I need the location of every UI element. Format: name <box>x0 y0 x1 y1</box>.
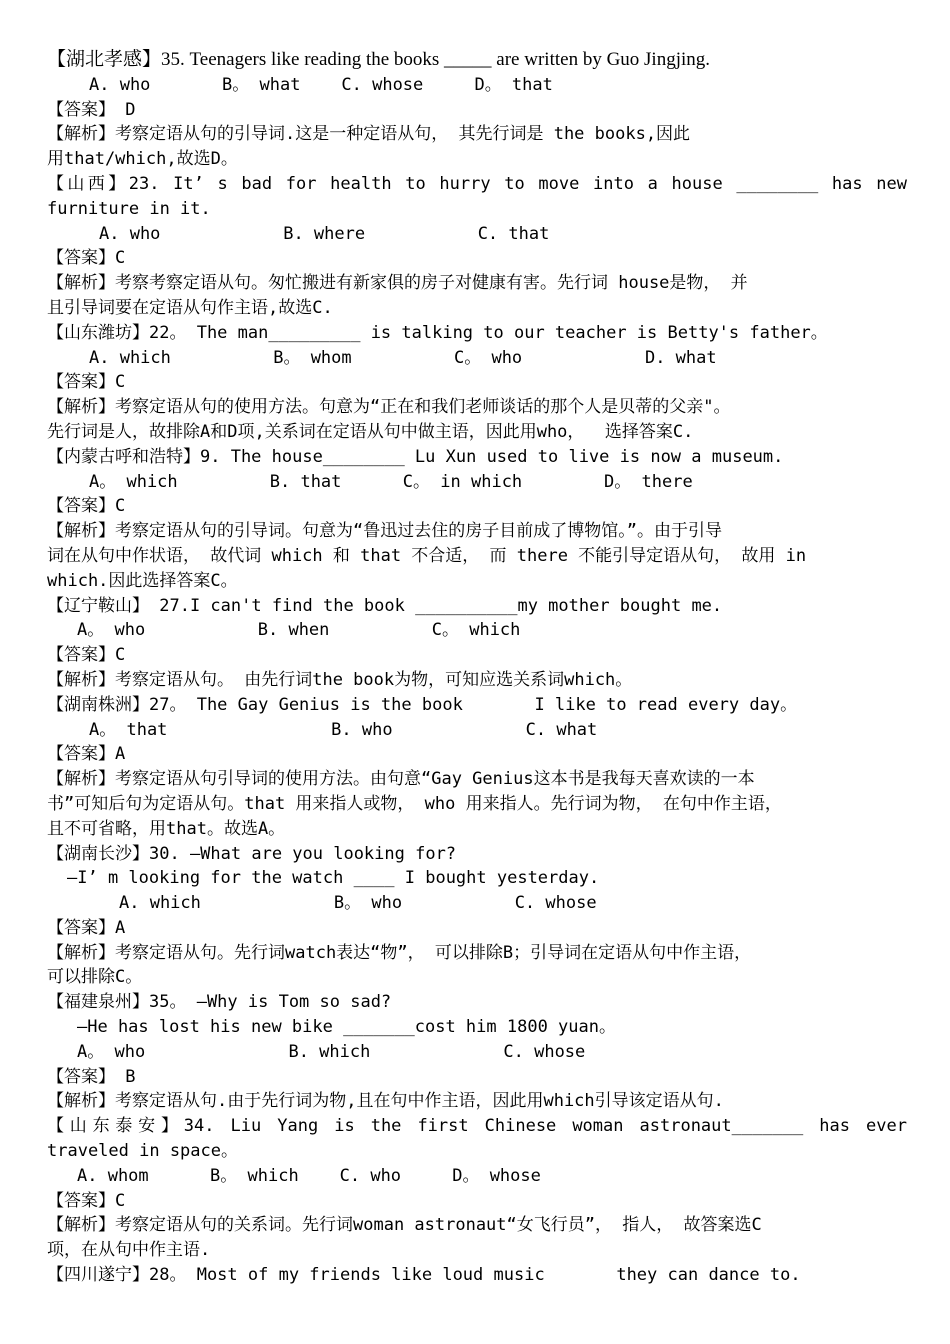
analysis-hunan-changsha-cont: 可以排除C。 <box>47 967 143 988</box>
analysis-neimenggu-huhehaote-end: which.因此选择答案C。 <box>47 570 238 591</box>
answer-shanxi: 【答案】C <box>47 248 126 269</box>
question-hubei-xiaogan: 【湖北孝感】35. Teenagers like reading the books _____ are written by Guo Jingjing. <box>47 49 711 70</box>
options-shanxi: A. who B. where C. that <box>99 223 550 244</box>
answer-hunan-zhuzhou: 【答案】A <box>47 744 126 765</box>
options-hunan-zhuzhou: A。 that B. who C. what <box>89 719 598 740</box>
question-liaoning-anshan: 【辽宁鞍山】 27.I can't find the book __________my mother bought me. <box>47 595 723 616</box>
question-hunan-changsha-reply: —I’ m looking for the watch ____ I bought yesterday. <box>67 868 600 889</box>
analysis-hubei-xiaogan: 【解析】考察定语从句的引导词.这是一种定语从句， 其先行词是 the books,因此 <box>47 124 691 145</box>
analysis-shandong-taian-cont: 项，在从句中作主语. <box>47 1240 211 1261</box>
analysis-shandong-weifang-cont: 先行词是人，故排除A和D项,关系词在定语从句中做主语，因此用who， 选择答案C. <box>47 421 694 442</box>
question-hunan-changsha: 【湖南长沙】30. —What are you looking for? <box>47 843 457 864</box>
options-shandong-taian: A. whom B。 which C. who D。 whose <box>77 1165 541 1186</box>
answer-shandong-taian: 【答案】C <box>47 1190 126 1211</box>
question-shandong-taian-cont: traveled in space。 <box>47 1141 238 1162</box>
analysis-liaoning-anshan: 【解析】考察定语从句。 由先行词the book为物，可知应选关系词which。 <box>47 669 633 690</box>
analysis-shandong-weifang: 【解析】考察定语从句的使用方法。句意为“正在和我们老师谈话的那个人是贝蒂的父亲"。 <box>47 397 731 418</box>
analysis-shanxi-cont: 且引导词要在定语从句作主语,故选C. <box>47 297 333 318</box>
analysis-neimenggu-huhehaote: 【解析】考察定语从句的引导词。句意为“鲁迅过去住的房子目前成了博物馆。”。由于引导 <box>47 521 722 542</box>
analysis-fujian-quanzhou: 【解析】考察定语从句.由于先行词为物,且在句中作主语，因此用which引导该定语从句. <box>47 1091 724 1112</box>
question-neimenggu-huhehaote: 【内蒙古呼和浩特】9. The house________ Lu Xun used to live is now a museum. <box>47 446 784 467</box>
analysis-neimenggu-huhehaote-cont: 词在从句中作状语， 故代词 which 和 that 不合适， 而 there 不能引导定语从句， 故用 in <box>47 545 807 566</box>
analysis-hunan-changsha: 【解析】考察定语从句。先行词watch表达“物”， 可以排除B；引导词在定语从句中作主语， <box>47 942 752 963</box>
analysis-shanxi: 【解析】考察考察定语从句。匆忙搬进有新家俱的房子对健康有害。先行词 house是物， 并 <box>47 273 748 294</box>
question-fujian-quanzhou: 【福建泉州】35。 —Why is Tom so sad? <box>47 992 392 1013</box>
options-liaoning-anshan: A。 who B. when C。 which <box>77 620 521 641</box>
answer-hunan-changsha: 【答案】A <box>47 917 126 938</box>
question-sichuan-suining: 【四川遂宁】28。 Most of my friends like loud music they can dance to. <box>47 1265 801 1286</box>
analysis-hubei-xiaogan-cont: 用that/which,故选D。 <box>47 149 238 170</box>
analysis-hunan-zhuzhou-cont: 书”可知后句为定语从句。that 用来指人或物， who 用来指人。先行词为物， 在句中作主语， <box>47 793 782 814</box>
options-neimenggu-huhehaote: A。 which B. that C。 in which D。 there <box>89 471 693 492</box>
question-hunan-zhuzhou: 【湖南株洲】27。 The Gay Genius is the book I like to read every day。 <box>47 694 798 715</box>
answer-shandong-weifang: 【答案】C <box>47 372 126 393</box>
document-page <box>47 48 907 1288</box>
answer-hubei-xiaogan: 【答案】 D <box>47 99 136 120</box>
question-shandong-taian: 【山东泰安】34. Liu Yang is the first Chinese woman astronaut_______ has ever <box>47 1116 907 1137</box>
options-hubei-xiaogan: A. who B。 what C. whose D。 that <box>89 74 553 95</box>
question-shanxi-cont: furniture in it. <box>47 198 211 219</box>
analysis-shandong-taian: 【解析】考察定语从句的关系词。先行词woman astronaut“女飞行员”， 指人， 故答案选C <box>47 1215 762 1236</box>
question-shanxi: 【山西】23. It’ s bad for health to hurry to move into a house ________ has new <box>47 173 907 194</box>
options-fujian-quanzhou: A。 who B. which C. whose <box>77 1041 586 1062</box>
question-fujian-quanzhou-reply: —He has lost his new bike _______cost him 1800 yuan。 <box>77 1017 616 1038</box>
question-shandong-weifang: 【山东潍坊】22。 The man_________ is talking to our teacher is Betty's father。 <box>47 322 828 343</box>
analysis-hunan-zhuzhou-end: 且不可省略，用that。故选A。 <box>47 818 286 839</box>
analysis-hunan-zhuzhou: 【解析】考察定语从句引导词的使用方法。由句意“Gay Genius这本书是我每天喜欢读的一本 <box>47 769 755 790</box>
answer-neimenggu-huhehaote: 【答案】C <box>47 496 126 517</box>
answer-fujian-quanzhou: 【答案】 B <box>47 1066 136 1087</box>
answer-liaoning-anshan: 【答案】C <box>47 645 126 666</box>
options-shandong-weifang: A. which B。 whom C。 who D. what <box>89 347 717 368</box>
options-hunan-changsha: A. which B。 who C. whose <box>119 893 597 914</box>
